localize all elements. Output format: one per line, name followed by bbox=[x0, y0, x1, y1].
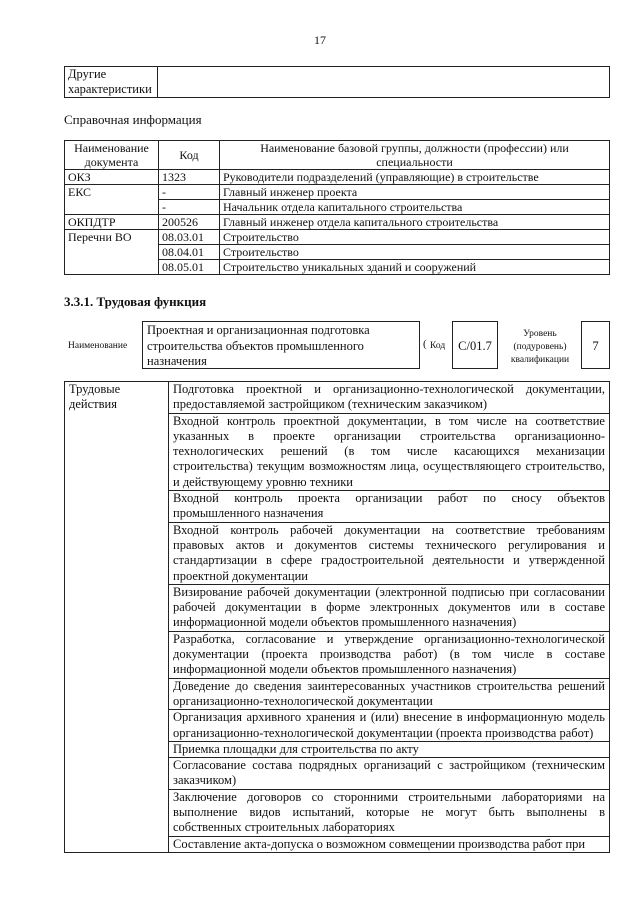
stray-mark: ( bbox=[423, 338, 427, 350]
ref-header-doc: Наименование документа bbox=[65, 141, 159, 170]
labor-action: Согласование состава подрядных организаций с застройщиком (техническим заказчиком) bbox=[169, 758, 610, 790]
function-heading: 3.3.1. Трудовая функция bbox=[64, 294, 207, 309]
ref-code: 08.05.01 bbox=[159, 260, 220, 275]
labor-action: Визирование рабочей документации (электронной подписью при согласовании рабочей документации в форме электронных документов или в составе информационной модели объектов промышленного назначения) bbox=[169, 584, 610, 631]
labor-actions-label: Трудовые действия bbox=[65, 382, 169, 853]
ref-name: Главный инженер отдела капитального строительства bbox=[220, 215, 610, 230]
table-row bbox=[65, 170, 610, 185]
table-row bbox=[65, 230, 610, 245]
ref-doc: ОКПДТР bbox=[65, 215, 159, 230]
ref-name: Строительство bbox=[220, 230, 610, 245]
ref-name: Начальник отдела капитального строительства bbox=[220, 200, 610, 215]
ref-code: 08.03.01 bbox=[159, 230, 220, 245]
labor-action: Приемка площадки для строительства по акту bbox=[169, 741, 610, 757]
other-characteristics-label: Другие характеристики bbox=[65, 67, 158, 98]
labor-action: Составление акта-допуска о возможном совмещении производства работ при bbox=[169, 836, 610, 852]
ref-doc: Перечни ВО bbox=[65, 230, 159, 275]
ref-header-code: Код bbox=[159, 141, 220, 170]
ref-name: Строительство уникальных зданий и сооружений bbox=[220, 260, 610, 275]
reference-title: Справочная информация bbox=[64, 112, 202, 127]
ref-doc: ЕКС bbox=[65, 185, 159, 215]
function-name: Проектная и организационная подготовка строительства объектов промышленного назначения bbox=[142, 321, 420, 369]
ref-code: 1323 bbox=[159, 170, 220, 185]
labor-action: Заключение договоров со сторонними строительными лабораториями на выполнение видов испытаний, которые не могут быть выполнены в собственных строительных лабораториях bbox=[169, 789, 610, 836]
ref-code: - bbox=[159, 200, 220, 215]
ref-code: 200526 bbox=[159, 215, 220, 230]
labor-action: Организация архивного хранения и (или) внесение в информационную модель организационно-технологической документации (проекта производства работ) bbox=[169, 710, 610, 742]
labor-action: Входной контроль проекта организации работ по сносу объектов промышленного назначения bbox=[169, 491, 610, 523]
labor-action: Входной контроль рабочей документации на соответствие требованиям правовых актов и документов системы технического регулирования и стандартизации в сфере градостроительной деятельности и утвержденной проектной документации bbox=[169, 522, 610, 584]
table-row bbox=[65, 215, 610, 230]
ref-code: 08.04.01 bbox=[159, 245, 220, 260]
other-characteristics-table bbox=[64, 66, 610, 98]
ref-name: Главный инженер проекта bbox=[220, 185, 610, 200]
labor-action: Разработка, согласование и утверждение организационно-технологической документации (проекта производства работ) (в том числе в составе информационной модели объектов промышленного назначения) bbox=[169, 631, 610, 678]
reference-table bbox=[64, 140, 610, 275]
function-name-label: Наименование bbox=[68, 341, 128, 351]
other-characteristics-value bbox=[158, 67, 610, 98]
ref-doc: ОКЗ bbox=[65, 170, 159, 185]
page-number: 17 bbox=[314, 33, 326, 47]
function-code: С/01.7 bbox=[452, 321, 498, 369]
function-code-label: Код bbox=[430, 341, 446, 351]
ref-name: Строительство bbox=[220, 245, 610, 260]
labor-action: Доведение до сведения заинтересованных участников строительства решений организационно-технологической документации bbox=[169, 678, 610, 710]
labor-actions-table bbox=[64, 381, 610, 853]
qualification-level-label: Уровень (подуровень) квалификации bbox=[510, 329, 570, 365]
ref-code: - bbox=[159, 185, 220, 200]
table-row bbox=[65, 185, 610, 200]
ref-name: Руководители подразделений (управляющие) в строительстве bbox=[220, 170, 610, 185]
ref-header-name: Наименование базовой группы, должности (профессии) или специальности bbox=[220, 141, 610, 170]
table-row bbox=[65, 382, 610, 414]
labor-action: Входной контроль проектной документации, в том числе на соответствие указанных в проекте организации строительства организационно-технологических решений (в том числе касающихся механизации строительства) текущим возможностям лица, осуществляющего строительство, и действующему уровню техники bbox=[169, 413, 610, 490]
qualification-level: 7 bbox=[581, 321, 610, 369]
labor-action: Подготовка проектной и организационно-технологической документации, предоставляемой застройщиком (техническим заказчиком) bbox=[169, 382, 610, 414]
